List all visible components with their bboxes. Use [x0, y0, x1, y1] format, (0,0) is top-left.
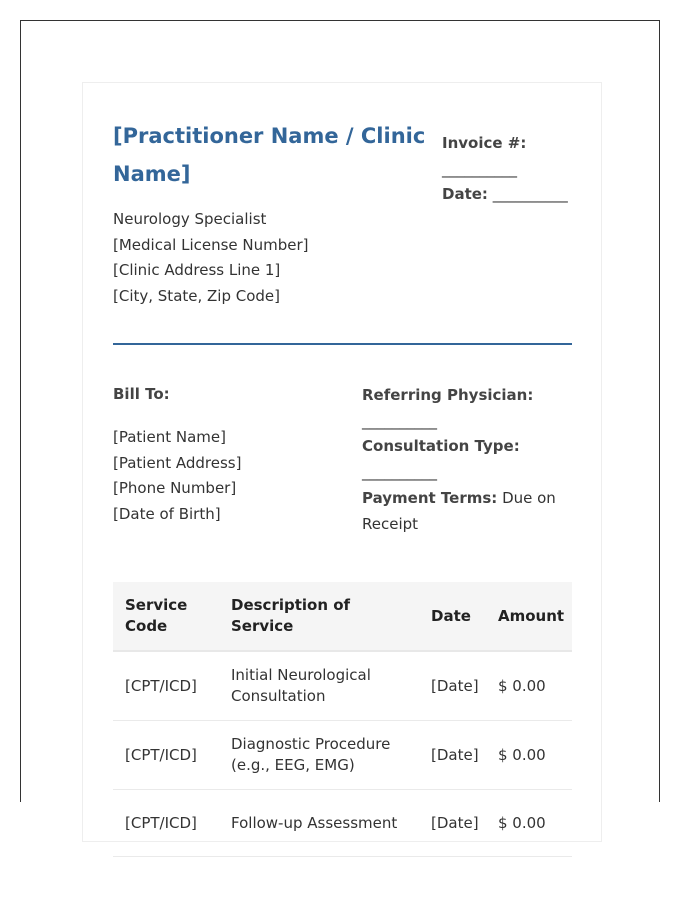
- practitioner-info: [113, 207, 309, 310]
- amount-cell: $ 0.00: [486, 721, 572, 790]
- practitioner-specialty: Neurology Specialist: [113, 210, 267, 228]
- date-cell: [Date]: [419, 790, 486, 857]
- table-row: [113, 651, 572, 721]
- date-cell: [Date]: [419, 721, 486, 790]
- clinic-city-state-zip: [City, State, Zip Code]: [113, 287, 281, 306]
- consultation-type-value: __________: [362, 463, 437, 482]
- header-description: Description of Service: [219, 582, 419, 651]
- clinic-address-line1: [Clinic Address Line 1]: [113, 261, 281, 280]
- table-row: [113, 721, 572, 790]
- service-code-cell: [CPT/ICD]: [113, 790, 219, 857]
- invoice-date-label: Date:: [442, 185, 488, 204]
- service-code-cell: [CPT/ICD]: [113, 721, 219, 790]
- services-header-row: [113, 582, 572, 651]
- payment-terms-value: Due on Receipt: [362, 488, 556, 533]
- invoice-number-value: __________: [442, 159, 517, 178]
- consultation-type-label: Consultation Type:: [362, 437, 520, 456]
- referral-details: [362, 383, 572, 537]
- amount-cell: $ 0.00: [486, 651, 572, 721]
- invoice-meta: [442, 131, 582, 208]
- amount-cell: $ 0.00: [486, 790, 572, 857]
- practitioner-name: [Practitioner Name / Clinic Name]: [113, 124, 426, 186]
- description-cell: Initial Neurological Consultation: [219, 651, 419, 721]
- header-divider: [113, 343, 572, 345]
- service-code-cell: [CPT/ICD]: [113, 651, 219, 721]
- header-date: Date: [419, 582, 486, 651]
- table-row: [113, 790, 572, 857]
- invoice-date-value: __________: [492, 185, 568, 204]
- referring-physician-value: __________: [362, 411, 437, 430]
- bill-to-title: Bill To:: [113, 385, 170, 403]
- invoice-number-label: Invoice #:: [442, 134, 527, 152]
- services-table: [113, 582, 572, 857]
- date-cell: [Date]: [419, 651, 486, 721]
- header-amount: Amount: [486, 582, 572, 651]
- payment-terms-label: Payment Terms:: [362, 488, 498, 507]
- header-service-code: Service Code: [113, 582, 219, 651]
- referring-physician-label: Referring Physician:: [362, 386, 534, 404]
- description-cell: Diagnostic Procedure (e.g., EEG, EMG): [219, 721, 419, 790]
- patient-name: [Patient Name]: [113, 428, 226, 446]
- description-cell: Follow-up Assessment: [219, 790, 419, 857]
- patient-dob: [Date of Birth]: [113, 505, 221, 524]
- invoice-page: [82, 82, 602, 842]
- document-viewport: [20, 20, 660, 832]
- patient-phone: [Phone Number]: [113, 479, 237, 498]
- patient-address: [Patient Address]: [113, 453, 242, 472]
- practitioner-license: [Medical License Number]: [113, 235, 309, 254]
- bill-to-details: [113, 425, 241, 528]
